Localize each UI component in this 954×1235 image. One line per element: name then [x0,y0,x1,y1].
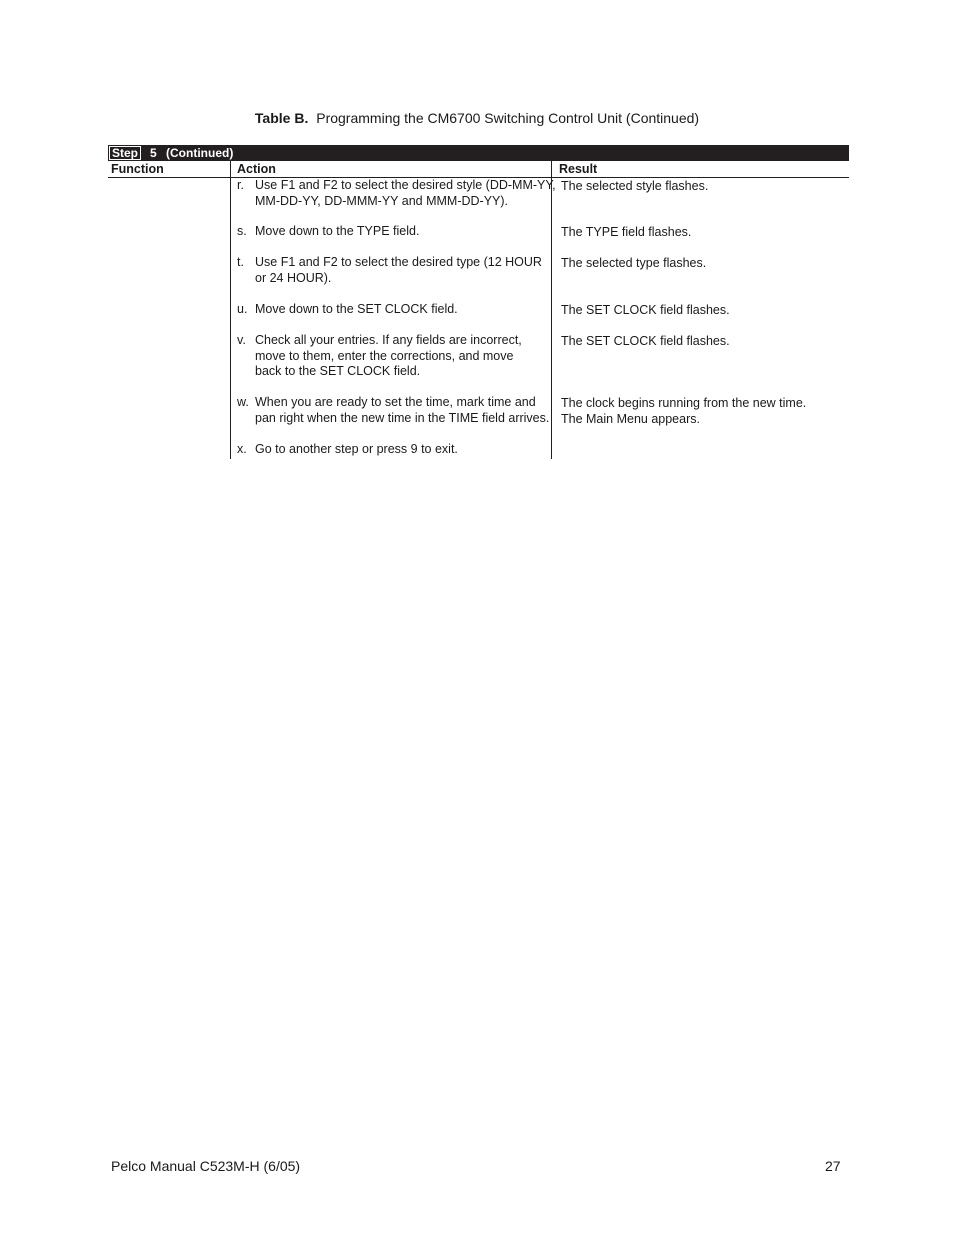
row-letter: r. [237,178,244,192]
column-header-action: Action [237,162,276,176]
row-letter: w. [237,395,249,409]
row-result: The TYPE field flashes. [561,225,692,239]
step-label: Step [109,146,141,160]
row-action: Use F1 and F2 to select the desired type (12 HOUR or 24 HOUR). [255,255,542,285]
row-result: The selected type flashes. [561,256,707,270]
row-result: The SET CLOCK field flashes. [561,303,730,317]
row-letter: u. [237,302,248,316]
row-letter: t. [237,255,244,269]
row-action: Check all your entries. If any fields are incorrect, move to them, enter the corrections, and move back to the SET CLOCK field. [255,333,522,378]
row-action: Use F1 and F2 to select the desired style (DD-MM-YY, MM-DD-YY, DD-MMM-YY and MMM-DD-YY). [255,178,556,208]
page-number: 27 [825,1158,841,1174]
table-caption-label: Table B. [254,110,309,126]
row-action: Go to another step or press 9 to exit. [255,442,458,456]
footer-manual: Pelco Manual C523M-H (6/05) [111,1158,301,1174]
row-result: The SET CLOCK field flashes. [561,334,730,348]
row-letter: v. [237,333,246,347]
column-header-function: Function [111,162,164,176]
row-action: When you are ready to set the time, mark time and pan right when the new time in the TIME field arrives. [255,395,550,425]
column-header-result: Result [559,162,598,176]
row-result: The clock begins running from the new time. The Main Menu appears. [561,396,807,426]
step-continued: (Continued) [166,146,234,160]
step-number: 5 [150,146,157,160]
column-divider-function [230,161,231,459]
step-header-bar [108,145,849,161]
row-letter: x. [237,442,247,456]
row-action: Move down to the SET CLOCK field. [255,302,458,316]
row-letter: s. [237,224,247,238]
table-caption-title: Programming the CM6700 Switching Control Unit (Continued) [316,110,700,126]
table-caption [0,110,954,126]
row-action: Move down to the TYPE field. [255,224,420,238]
row-result: The selected style flashes. [561,179,709,193]
